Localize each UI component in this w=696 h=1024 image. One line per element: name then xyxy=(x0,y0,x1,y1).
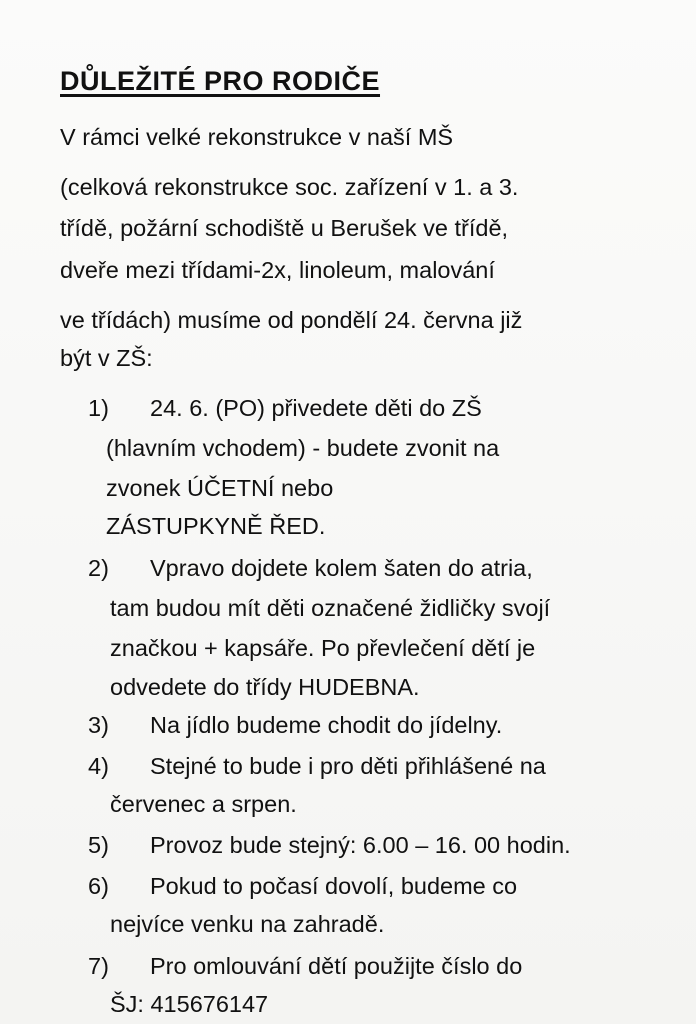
list-item-text: zvonek ÚČETNÍ nebo xyxy=(106,475,334,501)
list-item-number: 6) xyxy=(88,873,109,899)
list-item-text: Pokud to počasí dovolí, budeme co xyxy=(150,873,518,899)
list-item-text: Stejné to bude i pro děti přihlášené na xyxy=(150,753,546,779)
list-item-number: 2) xyxy=(88,555,109,581)
list-item-number: 1) xyxy=(88,395,109,421)
list-item-text: Na jídlo budeme chodit do jídelny. xyxy=(150,712,503,738)
list-item-text: odvedete do třídy HUDEBNA. xyxy=(110,674,420,700)
intro-line: ve třídách) musíme od pondělí 24. června již xyxy=(60,307,523,333)
list-item-text: Provoz bude stejný: 6.00 – 16. 00 hodin. xyxy=(150,832,571,858)
list-item-text: Vpravo dojdete kolem šaten do atria, xyxy=(150,555,533,581)
list-item-text: 24. 6. (PO) přivedete děti do ZŠ xyxy=(150,395,482,421)
list-item-number: 3) xyxy=(88,712,109,738)
intro-line: V rámci velké rekonstrukce v naší MŠ xyxy=(60,124,454,150)
list-item-number: 5) xyxy=(88,832,109,858)
list-item-text: značkou + kapsáře. Po převlečení dětí je xyxy=(110,635,536,661)
list-item-number: 7) xyxy=(88,953,109,979)
intro-line: (celková rekonstrukce soc. zařízení v 1. a 3. xyxy=(60,174,519,200)
list-item-text: nejvíce venku na zahradě. xyxy=(110,911,385,937)
list-item-text: tam budou mít děti označené židličky svojí xyxy=(110,595,551,621)
list-item-text: (hlavním vchodem) - budete zvonit na xyxy=(106,435,500,461)
list-item-text: ZÁSTUPKYNĚ ŘED. xyxy=(106,513,326,539)
list-item-text: ŠJ: 415676147 xyxy=(110,991,269,1017)
page-title: DŮLEŽITÉ PRO RODIČE xyxy=(60,66,381,96)
intro-line: dveře mezi třídami-2x, linoleum, malování xyxy=(60,257,495,283)
list-item-text: Pro omlouvání dětí použijte číslo do xyxy=(150,953,523,979)
intro-line: třídě, požární schodiště u Berušek ve třídě, xyxy=(60,215,509,241)
list-item-text: červenec a srpen. xyxy=(110,791,297,817)
intro-line: být v ZŠ: xyxy=(60,345,153,371)
list-item-number: 4) xyxy=(88,753,109,779)
